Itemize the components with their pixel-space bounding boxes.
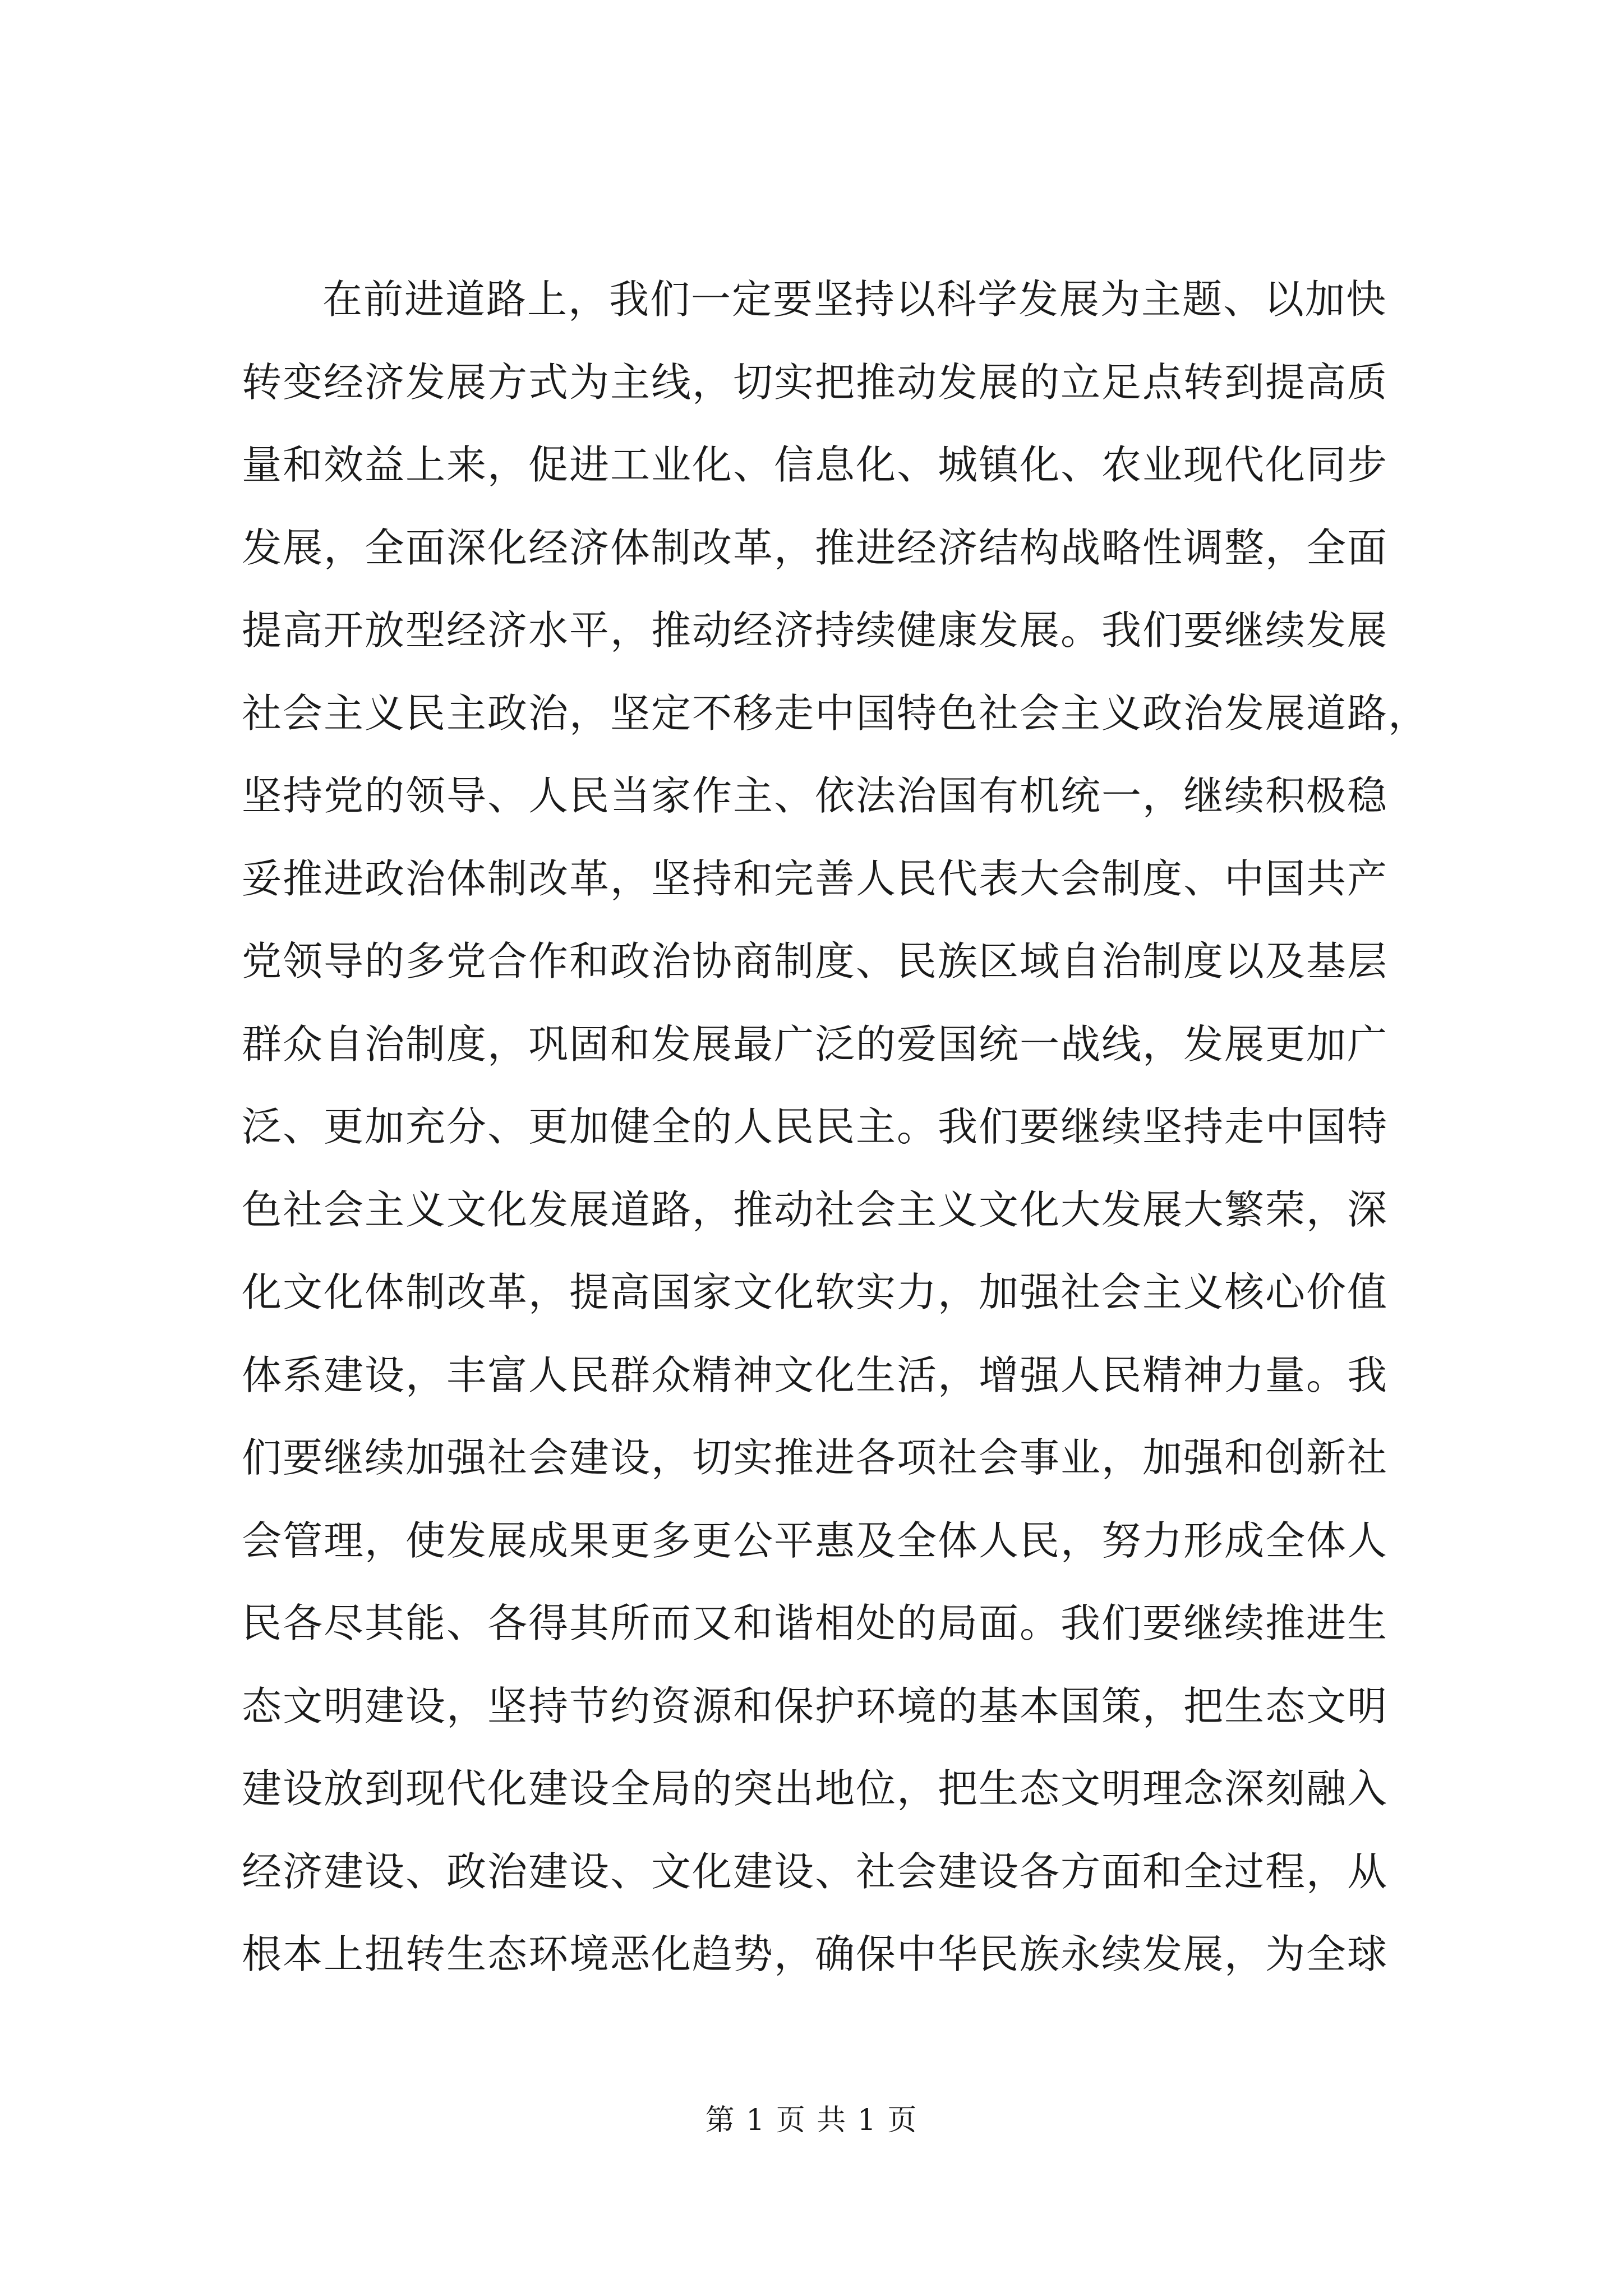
text-line: 转变经济发展方式为主线，切实把推动发展的立足点转到提高质 [242,358,1389,406]
text-line: 泛、更加充分、更加健全的人民民主。我们要继续坚持走中国特 [242,1103,1389,1150]
text-line: 们要继续加强社会建设，切实推进各项社会事业，加强和创新社 [242,1434,1389,1481]
text-line: 坚持党的领导、人民当家作主、依法治国有机统一，继续积极稳 [242,772,1389,819]
text-line: 党领导的多党合作和政治协商制度、民族区域自治制度以及基层 [242,938,1389,984]
text-line: 化文化体制改革，提高国家文化软实力，加强社会主义核心价值 [242,1269,1389,1315]
text-line: 发展，全面深化经济体制改革，推进经济结构战略性调整，全面 [242,524,1389,571]
text-line: 经济建设、政治建设、文化建设、社会建设各方面和全过程，从 [242,1848,1389,1895]
text-line: 体系建设，丰富人民群众精神文化生活，增强人民精神力量。我 [242,1351,1389,1398]
body-paragraph [242,258,1430,1996]
text-line: 民各尽其能、各得其所而又和谐相处的局面。我们要继续推进生 [242,1600,1389,1646]
text-line: 量和效益上来，促进工业化、信息化、城镇化、农业现代化同步 [242,441,1389,488]
text-line: 提高开放型经济水平，推动经济持续健康发展。我们要继续发展 [242,607,1389,654]
text-line: 群众自治制度，巩固和发展最广泛的爱国统一战线，发展更加广 [242,1020,1389,1068]
text-line: 在前进道路上，我们一定要坚持以科学发展为主题、以加快 [322,276,1387,323]
text-line: 妥推进政治体制改革，坚持和完善人民代表大会制度、中国共产 [242,855,1389,902]
text-line: 会管理，使发展成果更多更公平惠及全体人民，努力形成全体人 [242,1517,1389,1564]
page-footer [0,2098,1623,2143]
text-line: 态文明建设，坚持节约资源和保护环境的基本国策，把生态文明 [242,1682,1389,1729]
text-line: 建设放到现代化建设全局的突出地位，把生态文明理念深刻融入 [242,1765,1389,1812]
text-line: 根本上扭转生态环境恶化趋势，确保中华民族永续发展，为全球 [242,1931,1389,1977]
text-line: 社会主义民主政治，坚定不移走中国特色社会主义政治发展道路， [242,689,1430,737]
text-line: 色社会主义文化发展道路，推动社会主义文化大发展大繁荣，深 [242,1186,1389,1233]
page-number-label: 第 1 页 共 1 页 [705,2104,918,2137]
